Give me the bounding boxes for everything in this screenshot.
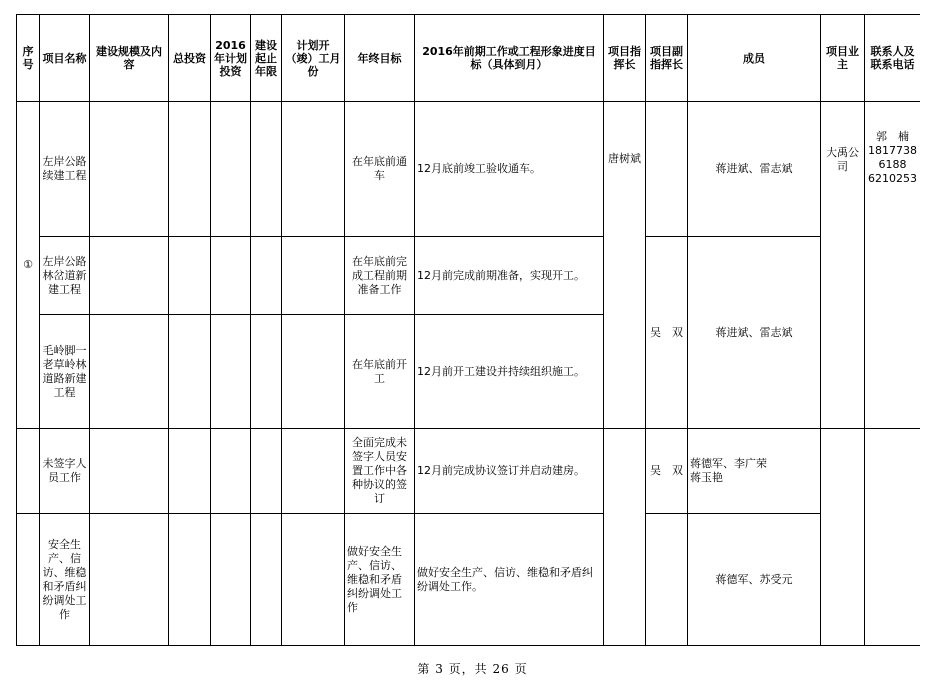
members-line-2: 蒋玉艳 (690, 471, 723, 484)
header-plan2016: 2016年计划投资 (211, 15, 251, 102)
row-start (282, 315, 345, 429)
row-vice (646, 102, 688, 237)
row-goal: 全面完成未签字人员安置工作中各种协议的签订 (345, 429, 415, 514)
header-goal: 年终目标 (345, 15, 415, 102)
row-members (688, 429, 821, 514)
row-period (251, 102, 282, 237)
row-name: 毛岭脚一老草岭林道路新建工程 (40, 315, 90, 429)
row-owner: 大禹公司 (821, 102, 865, 429)
row-contact (865, 102, 921, 429)
contact-name: 郭 楠 (876, 130, 909, 143)
header-row (17, 15, 921, 102)
table-row (17, 429, 921, 514)
row-seq (17, 514, 40, 646)
header-scale: 建设规模及内容 (90, 15, 169, 102)
header-commander: 项目指挥长 (604, 15, 646, 102)
row-start (282, 237, 345, 315)
table-row (17, 102, 921, 237)
members-line-1: 蒋德军、李广荣 (690, 457, 767, 470)
row-total (169, 429, 211, 514)
header-members: 成员 (688, 15, 821, 102)
row-start (282, 102, 345, 237)
row-period (251, 315, 282, 429)
project-table-sheet (16, 14, 920, 646)
row-vice: 吴 双 (646, 429, 688, 514)
row-scale (90, 315, 169, 429)
row-goal: 做好安全生产、信访、维稳和矛盾纠纷调处工作 (345, 514, 415, 646)
row-plan2016 (211, 315, 251, 429)
row-progress: 12月前开工建设并持续组织施工。 (415, 315, 604, 429)
row-total (169, 102, 211, 237)
header-progress: 2016年前期工作或工程形象进度目标（具体到月） (415, 15, 604, 102)
row-start (282, 514, 345, 646)
row-total (169, 514, 211, 646)
table-row (17, 237, 921, 315)
row-name: 安全生产、信访、维稳和矛盾纠纷调处工作 (40, 514, 90, 646)
header-seq: 序号 (17, 15, 40, 102)
row-seq (17, 429, 40, 514)
header-start: 计划开（竣）工月份 (282, 15, 345, 102)
header-owner: 项目业主 (821, 15, 865, 102)
row-plan2016 (211, 514, 251, 646)
row-contact (865, 429, 921, 646)
header-contact: 联系人及联系电话 (865, 15, 921, 102)
header-name: 项目名称 (40, 15, 90, 102)
header-vice: 项目副指挥长 (646, 15, 688, 102)
row-commander: 唐树斌 (604, 102, 646, 429)
row-seq: ① (17, 102, 40, 429)
row-owner (821, 429, 865, 646)
row-total (169, 237, 211, 315)
row-scale (90, 102, 169, 237)
row-total (169, 315, 211, 429)
row-progress: 做好安全生产、信访、维稳和矛盾纠纷调处工作。 (415, 514, 604, 646)
row-scale (90, 429, 169, 514)
header-total: 总投资 (169, 15, 211, 102)
header-period: 建设起止年限 (251, 15, 282, 102)
row-progress: 12月前完成前期准备，实现开工。 (415, 237, 604, 315)
row-members: 蒋德军、苏受元 (688, 514, 821, 646)
contact-phone-3: 6210253 (868, 172, 917, 185)
row-progress: 12月前完成协议签订并启动建房。 (415, 429, 604, 514)
row-period (251, 237, 282, 315)
row-plan2016 (211, 237, 251, 315)
row-name: 左岸公路林岔道新建工程 (40, 237, 90, 315)
row-goal: 在年底前开工 (345, 315, 415, 429)
project-table (16, 14, 920, 646)
row-members: 蒋进斌、雷志斌 (688, 102, 821, 237)
row-plan2016 (211, 102, 251, 237)
row-progress: 12月底前竣工验收通车。 (415, 102, 604, 237)
row-goal: 在年底前通车 (345, 102, 415, 237)
row-start (282, 429, 345, 514)
row-period (251, 514, 282, 646)
table-row (17, 514, 921, 646)
row-scale (90, 514, 169, 646)
row-goal: 在年底前完成工程前期准备工作 (345, 237, 415, 315)
row-vice (646, 514, 688, 646)
row-period (251, 429, 282, 514)
row-commander (604, 429, 646, 646)
row-scale (90, 237, 169, 315)
page-footer: 第 3 页，共 26 页 (417, 662, 528, 676)
contact-phone-2: 6188 (878, 158, 907, 171)
row-name: 未签字人员工作 (40, 429, 90, 514)
row-members: 蒋进斌、雷志斌 (688, 237, 821, 429)
row-vice: 吴 双 (646, 237, 688, 429)
row-plan2016 (211, 429, 251, 514)
row-name: 左岸公路续建工程 (40, 102, 90, 237)
contact-phone-1: 1817738 (868, 144, 917, 157)
